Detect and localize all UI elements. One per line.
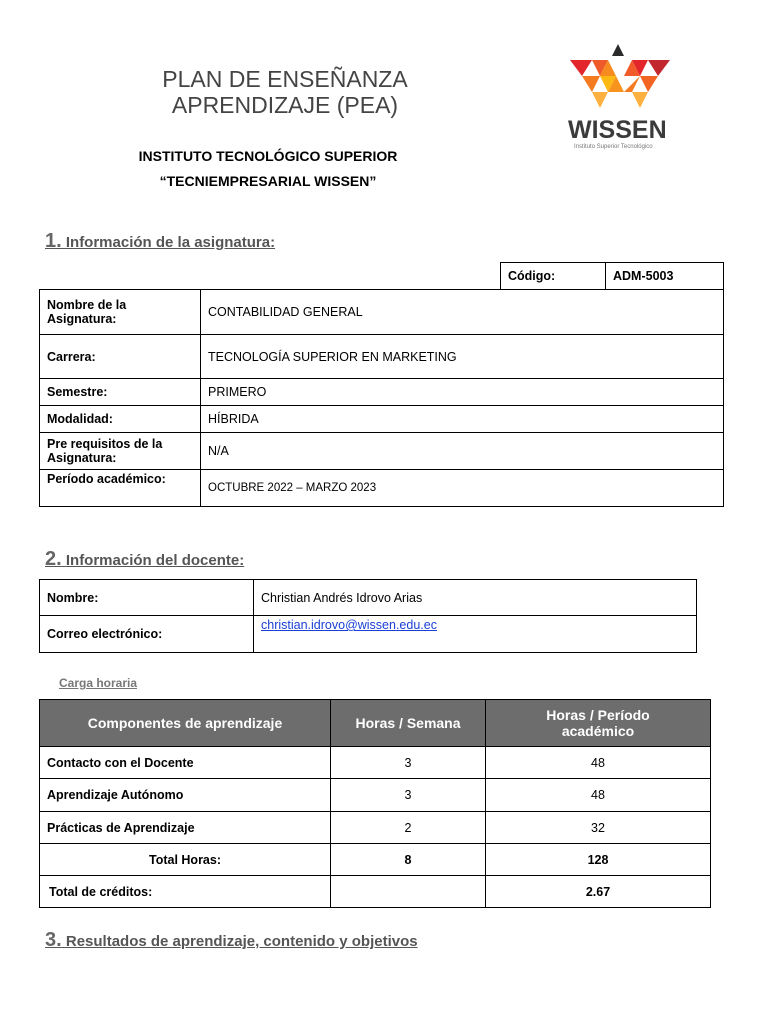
section-3-title: Resultados de aprendizaje, contenido y objetivos [65,933,418,950]
total-creditos-empty [331,876,486,908]
section-1-number: 1. [45,230,62,252]
section-2-number: 2. [45,548,62,570]
logo-wordmark: WISSEN [568,116,667,144]
carga-horaria-title: Carga horaria [59,676,138,690]
componente-name: Aprendizaje Autónomo [40,779,331,812]
row-label: Semestre: [40,379,201,406]
total-creditos-label: Total de créditos: [40,876,331,908]
section-2-title: Información del docente: [65,552,245,569]
section-3-heading [45,929,418,952]
logo-subtitle: Instituto Superior Tecnológico [574,144,653,150]
table-row [40,616,697,653]
table-row [40,812,711,844]
header-componentes: Componentes de aprendizaje [40,700,331,747]
correo-label: Correo electrónico: [40,616,254,653]
title-line-1: PLAN DE ENSEÑANZA [162,66,408,92]
horas-periodo: 48 [486,747,711,779]
document-title [120,66,450,118]
table-row [40,580,697,616]
table-row [40,290,724,335]
institute-name-2: “TECNIEMPRESARIAL WISSEN” [159,173,377,189]
componente-name: Contacto con el Docente [40,747,331,779]
table-header-row [40,700,711,747]
row-label: Modalidad: [40,406,201,433]
horas-periodo: 48 [486,779,711,812]
row-value: PRIMERO [201,379,724,406]
table-row [40,433,724,470]
horas-semana: 3 [331,747,486,779]
total-horas-periodo: 128 [486,844,711,876]
title-line-2: APRENDIZAJE (PEA) [171,92,399,118]
total-horas-label: Total Horas: [40,844,331,876]
section-1-heading [45,230,275,253]
row-value: CONTABILIDAD GENERAL [201,290,724,335]
componente-name: Prácticas de Aprendizaje [40,812,331,844]
nombre-label: Nombre: [40,580,254,616]
row-label: Período académico: [40,470,201,507]
table-row [40,747,711,779]
total-creditos-value: 2.67 [486,876,711,908]
table-row [40,379,724,406]
wissen-logo-icon [568,40,672,116]
carga-horaria-table [39,699,711,908]
row-label: Nombre de la Asignatura: [40,290,201,335]
row-value: TECNOLOGÍA SUPERIOR EN MARKETING [201,335,724,379]
row-value: OCTUBRE 2022 – MARZO 2023 [201,470,724,507]
row-value: N/A [201,433,724,470]
header-horas-semana: Horas / Semana [331,700,486,747]
table-row [40,406,724,433]
row-value: HÍBRIDA [201,406,724,433]
horas-periodo: 32 [486,812,711,844]
row-label: Pre requisitos de la Asignatura: [40,433,201,470]
section-3-number: 3. [45,929,62,951]
institute-name: INSTITUTO TECNOLÓGICO SUPERIOR [138,148,398,164]
section-2-heading [45,548,244,571]
row-label: Carrera: [40,335,201,379]
asignatura-table [39,289,724,507]
header-horas-periodo: Horas / Período académico [486,700,711,747]
total-horas-semana: 8 [331,844,486,876]
table-row [40,470,724,507]
horas-semana: 2 [331,812,486,844]
docente-table [39,579,697,653]
nombre-value: Christian Andrés Idrovo Arias [254,580,697,616]
horas-semana: 3 [331,779,486,812]
table-row [40,779,711,812]
total-creditos-row [40,876,711,908]
email-link[interactable]: christian.idrovo@wissen.edu.ec [261,618,437,632]
table-row [40,335,724,379]
section-1-title: Información de la asignatura: [65,234,276,251]
codigo-value: ADM-5003 [606,263,724,290]
codigo-table [500,262,724,290]
codigo-label: Código: [501,263,606,290]
total-horas-row [40,844,711,876]
